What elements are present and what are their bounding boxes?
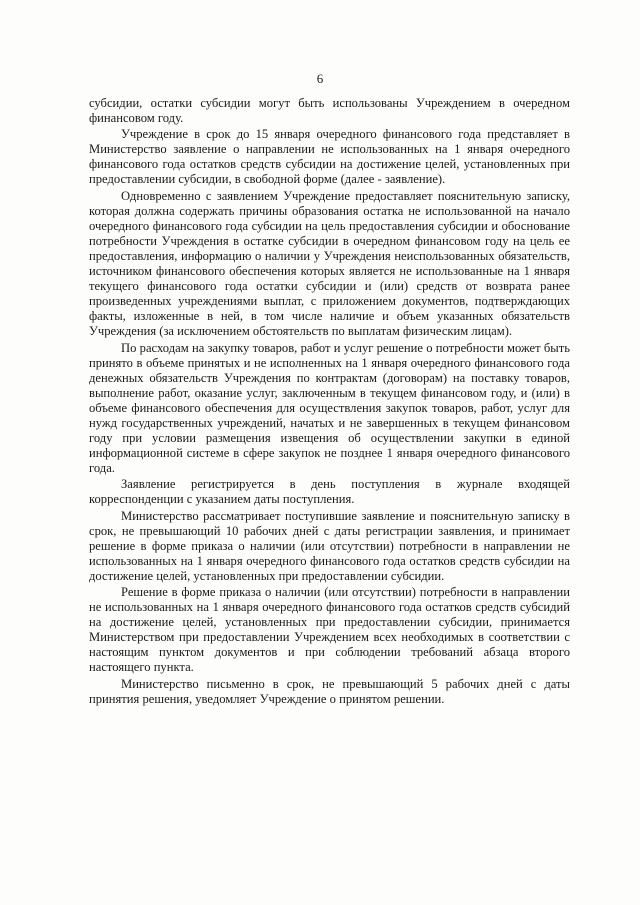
paragraph-7: Решение в форме приказа о наличии (или отсутствии) потребности в направлении не использованных на 1 января очередного финансового года остатков средств субсидий на достижение целей, установленных при предоставлении субсидии, принимается Министерством при предоставлении Учреждением всех необходимых в соответствии с настоящим пунктом документов и при соблюдении требований абзаца второго настоящего пункта.: [89, 585, 570, 675]
paragraph-5: Заявление регистрируется в день поступления в журнале входящей корреспонденции с указанием даты поступления.: [89, 477, 570, 507]
paragraph-3: Одновременно с заявлением Учреждение предоставляет пояснительную записку, которая должна содержать причины образования остатка не использованной на начало очередного финансового года субсидии на цель предоставления субсидии и обоснование потребности Учреждения в остатке субсидии в очередном финансовом году на цель ее предоставления, информацию о наличии у Учреждения неиспользованных обязательств, источником финансового обеспечения которых является не использованные на 1 января текущего финансового года остатки субсидии и (или) средств от возврата ранее произведенных учреждениями выплат, с приложением документов, подтверждающих факты, изложенные в ней, в том числе наличие и объем указанных обязательств Учреждения (за исключением обстоятельств по выплатам физическим лицам).: [89, 188, 570, 339]
document-body: [89, 96, 570, 707]
paragraph-8: Министерство письменно в срок, не превышающий 5 рабочих дней с даты принятия решения, уведомляет Учреждение о принятом решении.: [89, 676, 570, 706]
paragraph-1: субсидии, остатки субсидии могут быть использованы Учреждением в очередном финансовом году.: [89, 96, 570, 126]
page-number: 6: [316, 71, 324, 86]
paragraph-2: Учреждение в срок до 15 января очередного финансового года представляет в Министерство заявление о направлении не использованных на 1 января очередного финансового года остатков средств субсидии на достижение целей, установленных при предоставлении субсидии, в свободной форме (далее - заявление).: [89, 127, 570, 187]
paragraph-4: По расходам на закупку товаров, работ и услуг решение о потребности может быть принято в объеме принятых и не исполненных на 1 января очередного финансового года денежных обязательств Учреждения по контрактам (договорам) на поставку товаров, выполнение работ, оказание услуг, заключенным в текущем финансовом году, и (или) в объеме финансового обеспечения для осуществления закупок товаров, работ, услуг для нужд государственных учреждений, начатых и не завершенных в текущем финансовом году при условии размещения извещения об осуществлении закупки в единой информационной системе в сфере закупок не позднее 1 января очередного финансового года.: [89, 340, 570, 476]
paragraph-6: Министерство рассматривает поступившие заявление и пояснительную записку в срок, не превышающий 10 рабочих дней с даты регистрации заявления, и принимает решение в форме приказа о наличии (или отсутствии) потребности в направлении не использованных на 1 января очередного финансового года остатков средств субсидии на достижение целей, установленных при предоставлении субсидии.: [89, 508, 570, 583]
